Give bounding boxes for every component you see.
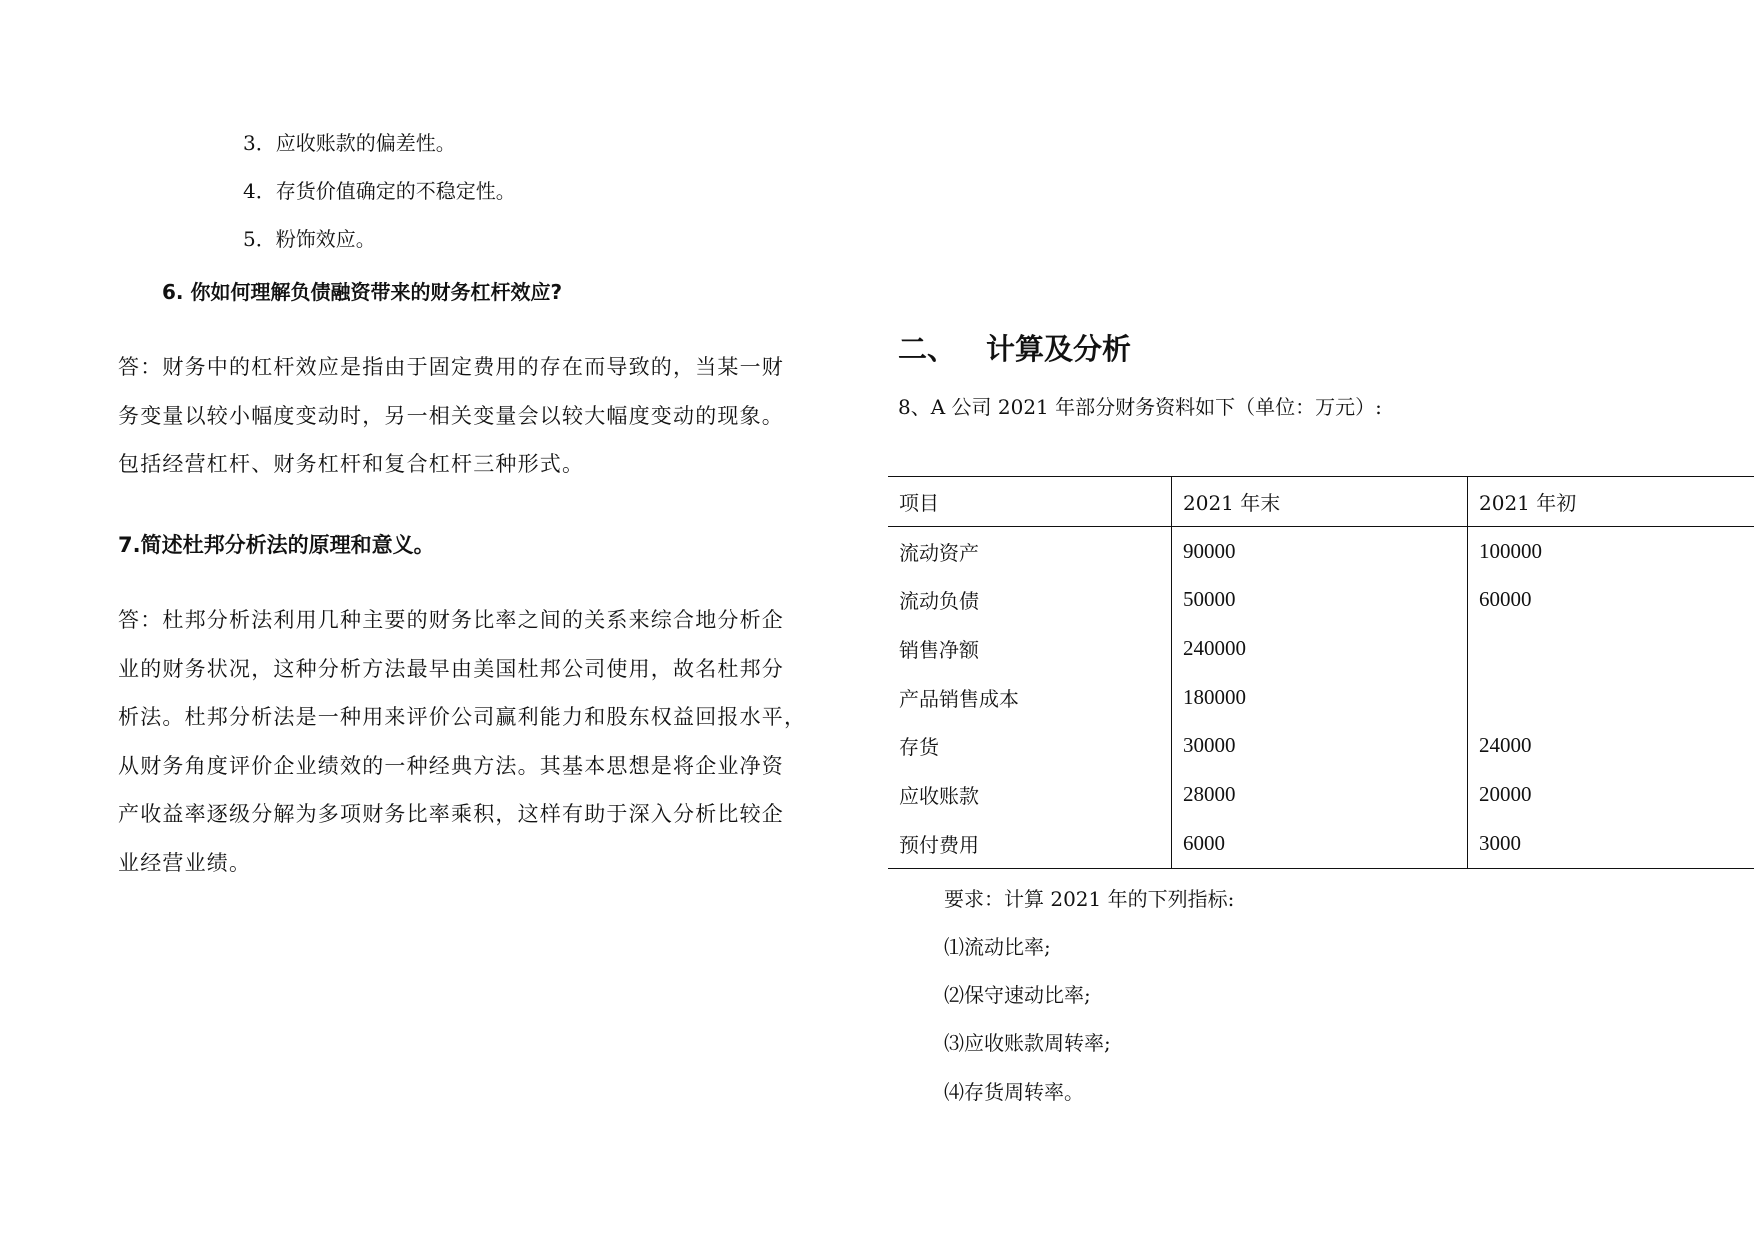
answer-7-line: 析法。杜邦分析法是一种用来评价公司赢利能力和股东权益回报水平， — [118, 705, 807, 729]
requirement-item-1: ⑴流动比率; — [944, 935, 1051, 959]
answer-6-paragraph — [118, 343, 858, 489]
list-item-3: 3．应收账款的偏差性。 — [243, 131, 456, 155]
answer-6-line: 务变量以较小幅度变动时，另一相关变量会以较大幅度变动的现象。 — [118, 403, 784, 428]
row-label: 预付费用 — [888, 819, 1172, 868]
requirement-line: 要求：计算 2021 年的下列指标: — [944, 887, 1235, 911]
row-year-end-value: 90000 — [1172, 526, 1468, 575]
question-6-heading: 6. 你如何理解负债融资带来的财务杠杆效应? — [162, 280, 563, 304]
answer-6-line: 包括经营杠杆、财务杠杆和复合杠杆三种形式。 — [118, 452, 585, 476]
row-year-end-value: 240000 — [1172, 624, 1468, 673]
row-year-start-value — [1468, 673, 1754, 722]
answer-7-paragraph — [118, 596, 858, 887]
row-year-end-value: 6000 — [1172, 819, 1468, 868]
section-number: 二、 — [898, 332, 957, 366]
row-year-end-value: 50000 — [1172, 575, 1468, 624]
table-row — [888, 770, 1754, 819]
requirement-item-2: ⑵保守速动比率; — [944, 983, 1091, 1007]
financial-data-table — [888, 476, 1754, 869]
row-label: 产品销售成本 — [899, 686, 1019, 711]
answer-6-line: 答：财务中的杠杆效应是指由于固定费用的存在而导致的，当某一财 — [118, 355, 784, 379]
table-row — [888, 624, 1754, 673]
answer-7-line: 业的财务状况，这种分析方法最早由美国杜邦公司使用，故名杜邦分 — [118, 656, 784, 681]
table-row — [888, 819, 1754, 868]
table-row — [888, 575, 1754, 624]
row-year-end-value: 30000 — [1172, 721, 1468, 770]
row-label: 流动负债 — [899, 589, 979, 614]
row-year-start-value: 3000 — [1468, 819, 1754, 868]
problem-intro: 8、A 公司 2021 年部分财务资料如下（单位：万元）: — [898, 395, 1382, 419]
section-heading — [898, 327, 1131, 368]
row-label: 存货 — [899, 735, 939, 760]
row-year-start-value — [1468, 624, 1754, 673]
answer-7-line: 从财务角度评价企业绩效的一种经典方法。其基本思想是将企业净资 — [118, 753, 784, 778]
row-year-start-value: 24000 — [1468, 721, 1754, 770]
question-7-heading: 7.简述杜邦分析法的原理和意义。 — [118, 533, 435, 557]
row-label: 应收账款 — [899, 783, 979, 808]
list-item-4: 4．存货价值确定的不稳定性。 — [243, 179, 516, 203]
header-year-start: 2021 年初 — [1468, 477, 1754, 527]
answer-7-line: 产收益率逐级分解为多项财务比率乘积，这样有助于深入分析比较企 — [118, 802, 784, 826]
row-label: 流动资产 — [899, 540, 979, 565]
answer-7-line: 答：杜邦分析法利用几种主要的财务比率之间的关系来综合地分析企 — [118, 608, 784, 632]
list-item-5: 5．粉饰效应。 — [243, 227, 376, 251]
row-year-end-value: 28000 — [1172, 770, 1468, 819]
row-year-start-value: 20000 — [1468, 770, 1754, 819]
section-title: 计算及分析 — [986, 332, 1132, 366]
table-row — [888, 526, 1754, 575]
header-year-end: 2021 年末 — [1172, 477, 1468, 527]
header-item: 项目 — [888, 477, 1172, 527]
row-label: 销售净额 — [899, 637, 979, 662]
requirement-item-4: ⑷存货周转率。 — [944, 1080, 1084, 1104]
requirement-item-3: ⑶应收账款周转率; — [944, 1031, 1111, 1055]
answer-7-line: 业经营业绩。 — [118, 850, 252, 875]
table-row — [888, 673, 1754, 722]
row-year-start-value: 100000 — [1468, 526, 1754, 575]
table-header-row — [888, 477, 1754, 527]
row-year-start-value: 60000 — [1468, 575, 1754, 624]
row-year-end-value: 180000 — [1172, 673, 1468, 722]
table-row — [888, 721, 1754, 770]
